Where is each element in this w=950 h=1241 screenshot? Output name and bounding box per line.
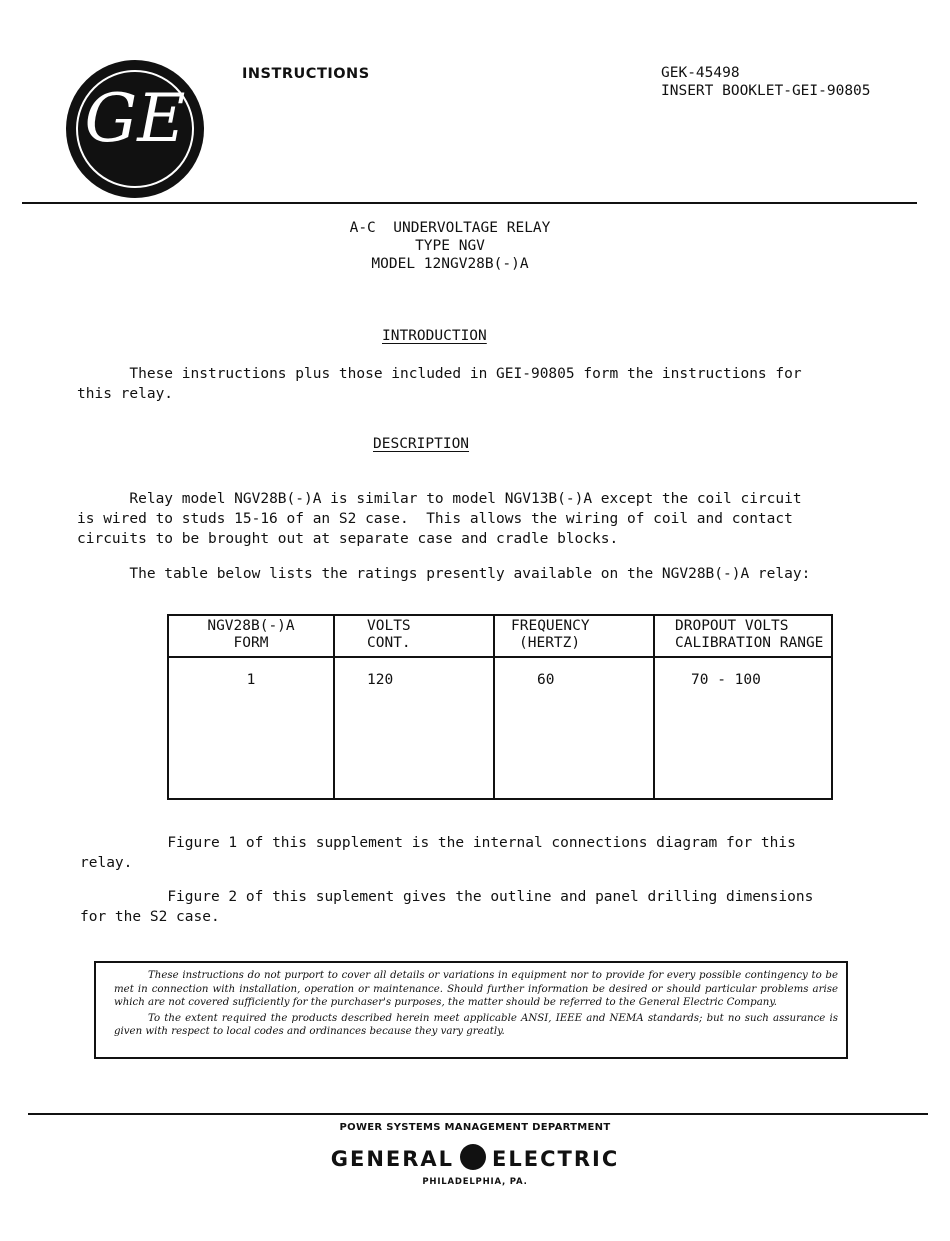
- insert-booklet-number: INSERT BOOKLET-GEI-90805: [661, 83, 871, 99]
- footer-brand: [0, 1144, 950, 1171]
- footer-city: PHILADELPHIA, PA.: [422, 1177, 528, 1187]
- ge-logo-monogram: GE: [84, 80, 186, 157]
- disclaimer-paragraph-2: To the extent required the products described herein meet applicable ANSI, IEEE and NEMA standards; but no such assurance is given with respect to local codes and ordinances because they vary greatly.: [114, 1012, 838, 1037]
- disclaimer-box: [94, 961, 848, 1059]
- title-line-2: TYPE NGV: [415, 238, 485, 254]
- ratings-table: [167, 614, 833, 800]
- document-number-block: [661, 64, 871, 100]
- disclaimer-paragraph-1: These instructions do not purport to cover all details or variations in equipment nor to provide for every possible contingency to be met in connection with installation, operation or maintenance. Should further information be desired or should particular problems arise which are not covered sufficiently for the purchaser's purposes, the matter should be referred to the General Electric Company.: [114, 970, 838, 1008]
- document-number: GEK-45498: [661, 65, 740, 81]
- title-line-3: MODEL 12NGV28B(-)A: [371, 256, 529, 272]
- table-header-row: [168, 615, 832, 657]
- footer-divider: [28, 1113, 928, 1115]
- introduction-heading: INTRODUCTION: [382, 328, 487, 344]
- cell-volts: 120: [334, 657, 494, 799]
- ge-seal-icon: [460, 1144, 486, 1170]
- table-intro-paragraph: The table below lists the ratings presently available on the NGV28B(-)A relay:: [77, 566, 811, 582]
- column-header-dropout: DROPOUT VOLTS CALIBRATION RANGE: [654, 615, 832, 657]
- cell-dropout-range: 70 - 100: [654, 657, 832, 799]
- ge-logo: [66, 60, 204, 198]
- document-title: [300, 219, 600, 273]
- footer-department: POWER SYSTEMS MANAGEMENT DEPARTMENT: [339, 1122, 611, 1133]
- introduction-text: These instructions plus those included in GEI-90805 form the instructions for this relay.: [77, 366, 802, 402]
- brand-electric: ELECTRIC: [492, 1147, 620, 1171]
- column-header-volts: VOLTS CONT.: [334, 615, 494, 657]
- header-divider: [22, 202, 917, 204]
- cell-frequency: 60: [494, 657, 654, 799]
- table-row: [168, 657, 832, 799]
- brand-general: GENERAL: [330, 1147, 455, 1171]
- column-header-frequency: FREQUENCY (HERTZ): [494, 615, 654, 657]
- description-heading: DESCRIPTION: [373, 436, 470, 452]
- column-header-form: NGV28B(-)A FORM: [168, 615, 334, 657]
- figure-2-reference: Figure 2 of this suplement gives the outline and panel drilling dimensions for the S2 case.: [80, 889, 814, 925]
- cell-form: 1: [168, 657, 334, 799]
- instructions-label: INSTRUCTIONS: [242, 66, 370, 82]
- description-paragraph: Relay model NGV28B(-)A is similar to model NGV13B(-)A except the coil circuit is wired to studs 15-16 of an S2 case. This allows the wiring of coil and contact circuits to be brought out at separate case and cradle blocks.: [77, 491, 802, 547]
- title-line-1: A-C UNDERVOLTAGE RELAY: [349, 220, 551, 236]
- figure-1-reference: Figure 1 of this supplement is the internal connections diagram for this relay.: [80, 835, 796, 871]
